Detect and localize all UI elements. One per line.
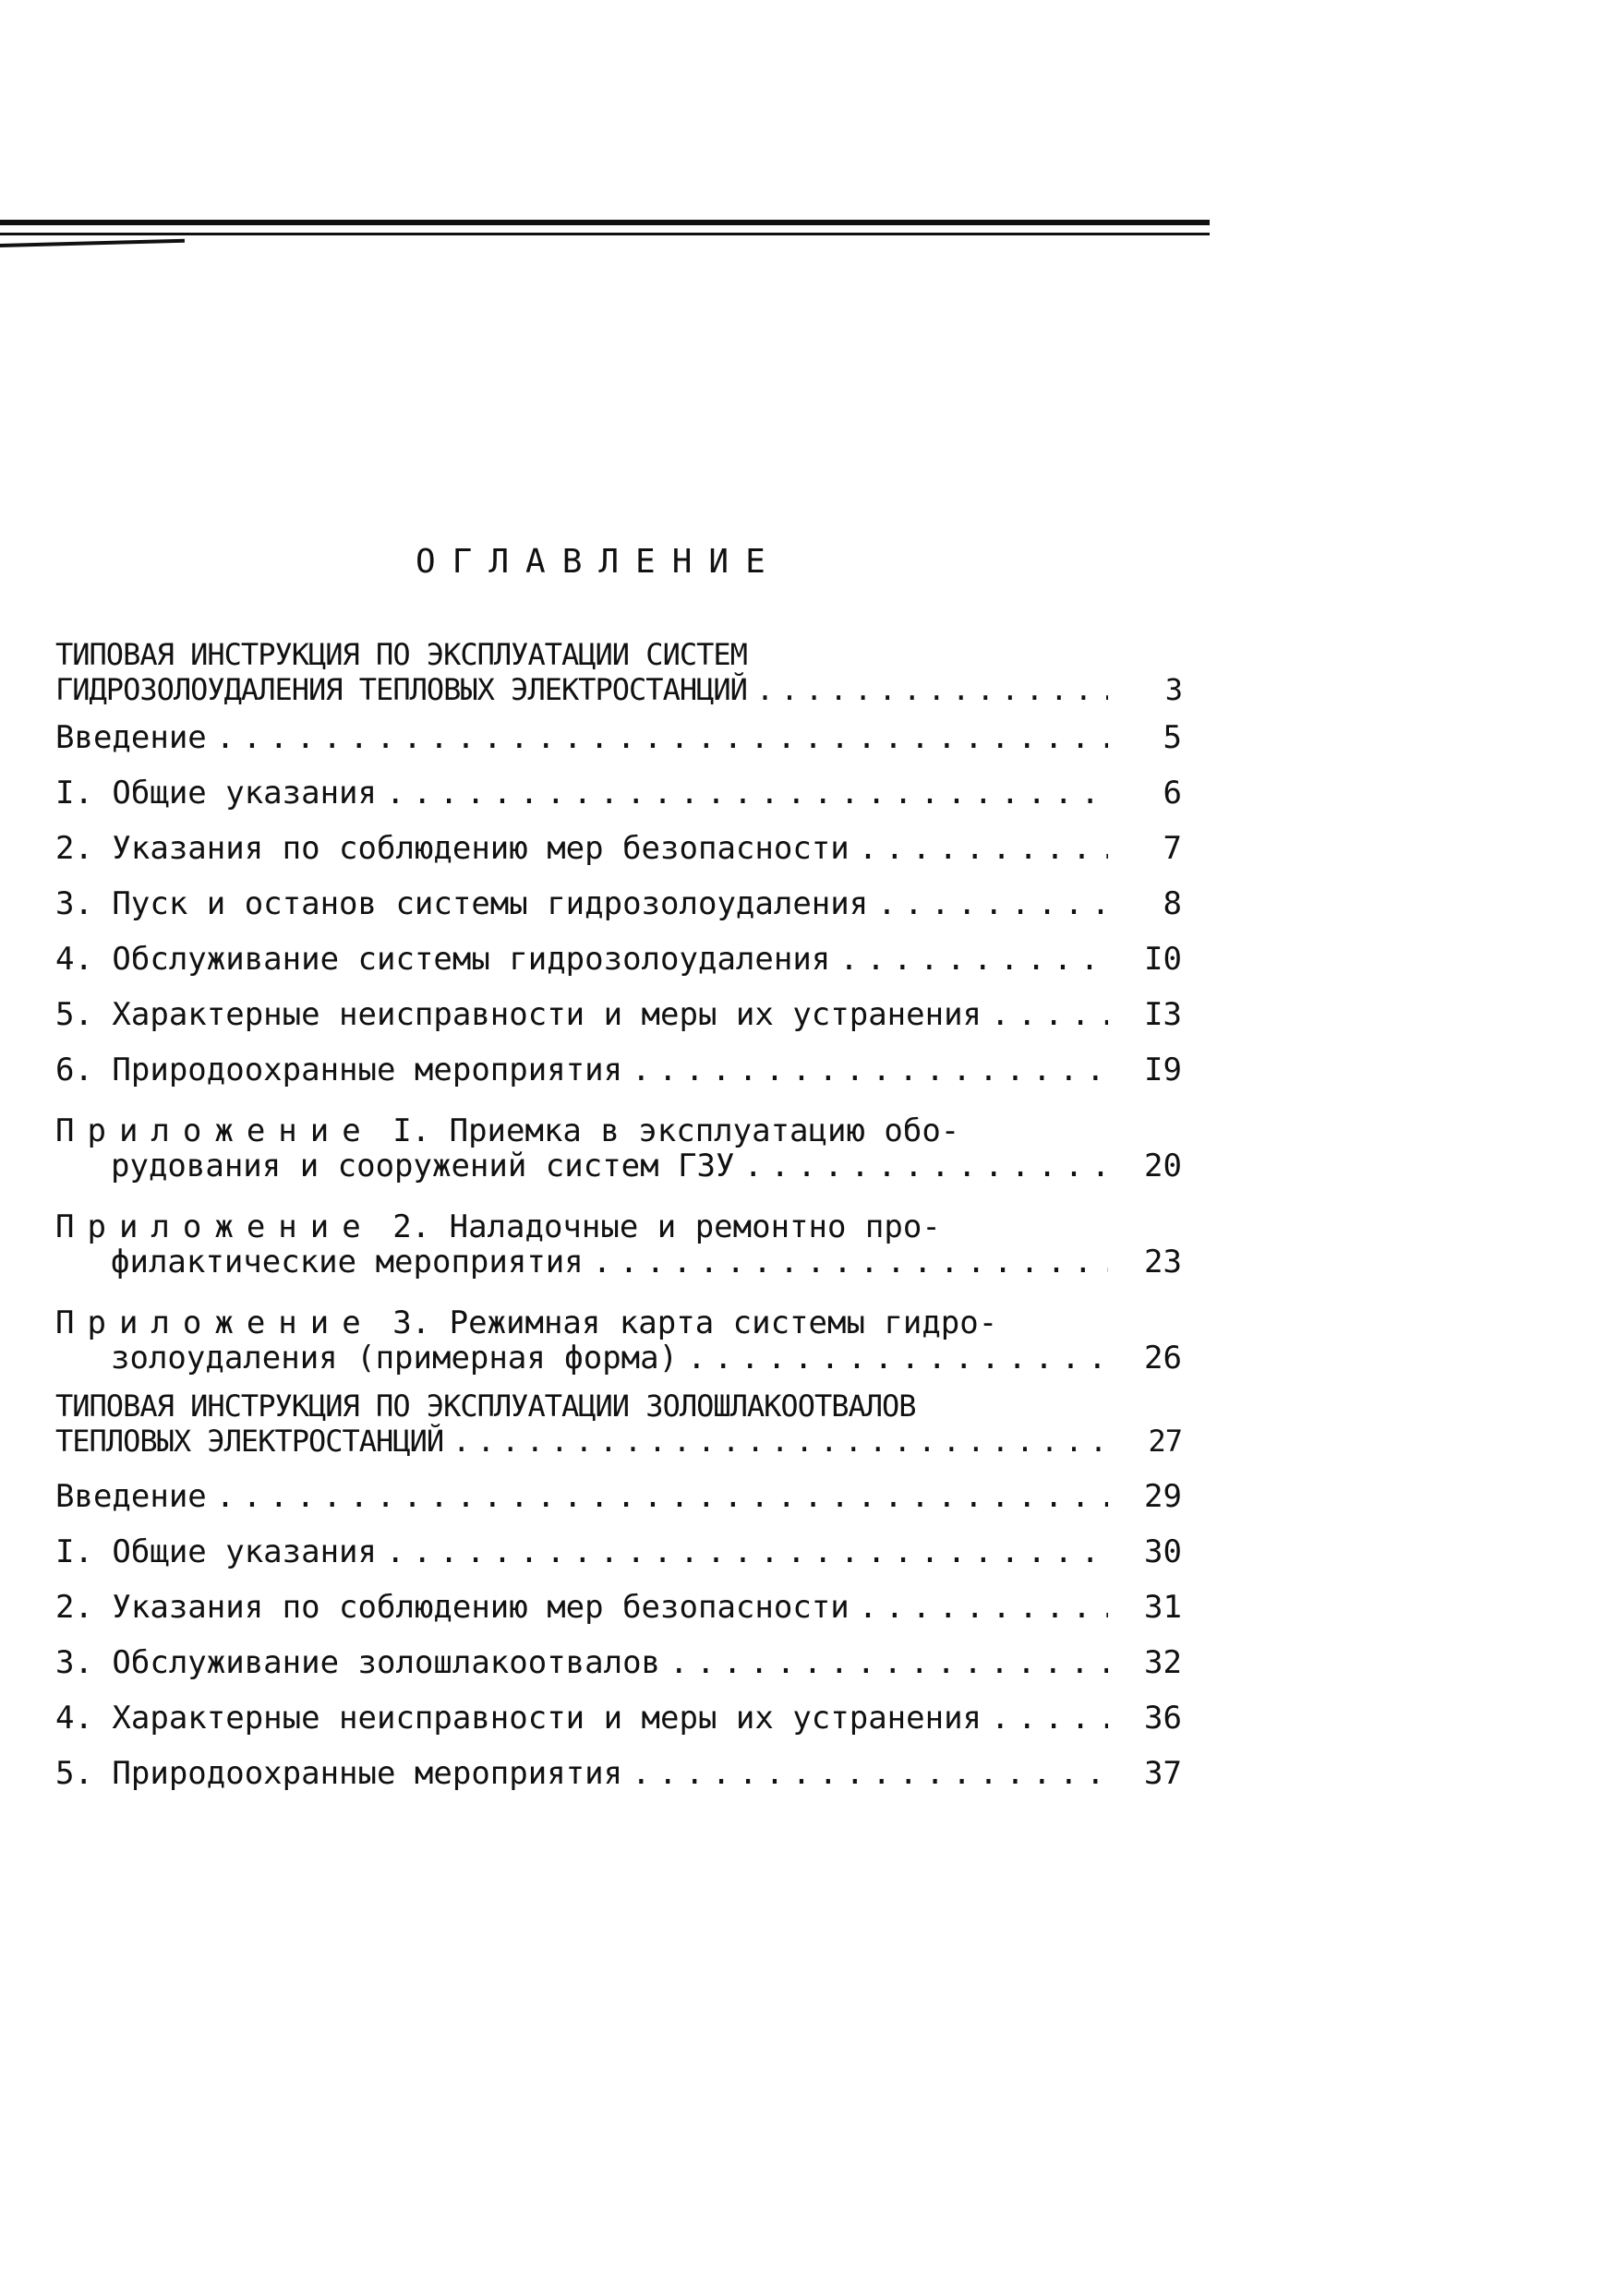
toc-page-number: 27 bbox=[1148, 1424, 1182, 1459]
toc-leader-dots bbox=[687, 1340, 1108, 1376]
toc-entry-title: 2. Указания по соблюдению мер безопасности bbox=[55, 1589, 850, 1626]
toc-entry-title: Введение bbox=[55, 719, 207, 756]
toc-leader-dots bbox=[859, 1590, 1108, 1625]
toc-leader-dots bbox=[216, 720, 1108, 755]
toc-entry-title: 4. Обслуживание системы гидрозолоудаления bbox=[55, 941, 831, 978]
toc-page-number: I3 bbox=[1144, 996, 1182, 1033]
toc-page-number: 26 bbox=[1144, 1340, 1182, 1376]
toc-page-number: 5 bbox=[1163, 719, 1182, 756]
toc-entry-title: 3. Пуск и останов системы гидрозолоудаления bbox=[55, 885, 869, 922]
toc-leader-dots bbox=[593, 1244, 1108, 1280]
toc-entry-title: I. Общие указания bbox=[55, 775, 377, 811]
toc-page-number: I0 bbox=[1144, 941, 1182, 978]
toc-entry[interactable] bbox=[55, 775, 1182, 811]
toc-entry-section-1[interactable] bbox=[55, 637, 1182, 707]
toc-entry-title: 6. Природоохранные мероприятия bbox=[55, 1052, 623, 1088]
toc-entry[interactable] bbox=[55, 997, 1182, 1032]
toc-page-number: 6 bbox=[1163, 775, 1182, 811]
toc-entry-title: 5. Характерные неисправности и меры их устранения bbox=[55, 996, 982, 1033]
toc-entry-appendix-3[interactable] bbox=[55, 1305, 1182, 1376]
toc-leader-dots bbox=[991, 997, 1108, 1032]
header-rule-thick bbox=[0, 220, 1210, 225]
toc-leader-dots bbox=[632, 1052, 1108, 1088]
toc-entry-title: 5. Природоохранные мероприятия bbox=[55, 1755, 623, 1792]
toc-page-number: 31 bbox=[1144, 1589, 1182, 1626]
toc-entry[interactable] bbox=[55, 1701, 1182, 1736]
toc-appendix-label: Приложение bbox=[55, 1112, 374, 1149]
toc-entry-line: ТИПОВАЯ ИНСТРУКЦИЯ ПО ЭКСПЛУАТАЦИИ ЗОЛОШЛАКООТВАЛОВ bbox=[55, 1388, 916, 1424]
toc-page-number: 36 bbox=[1144, 1700, 1182, 1737]
toc-entry[interactable] bbox=[55, 831, 1182, 866]
toc-leader-dots bbox=[756, 672, 1108, 707]
toc-leader-dots bbox=[877, 886, 1108, 921]
toc-entry-line: золоудаления (примерная форма) bbox=[111, 1340, 679, 1376]
header-rule-thin bbox=[0, 233, 1210, 235]
toc-page-number: 32 bbox=[1144, 1644, 1182, 1681]
toc-entry-title: 3. Обслуживание золошлакоотвалов bbox=[55, 1644, 661, 1681]
toc-entry-section-2[interactable] bbox=[55, 1388, 1182, 1459]
toc-entry-line: ГИДРОЗОЛОУДАЛЕНИЯ ТЕПЛОВЫХ ЭЛЕКТРОСТАНЦИЙ bbox=[55, 672, 747, 707]
toc-entry[interactable] bbox=[55, 1590, 1182, 1625]
toc-leader-dots bbox=[386, 775, 1108, 811]
toc-page-number: 29 bbox=[1144, 1478, 1182, 1515]
header-rule-stroke bbox=[0, 239, 185, 247]
toc-entry-appendix-2[interactable] bbox=[55, 1209, 1182, 1280]
toc-entry[interactable] bbox=[55, 720, 1182, 755]
toc-entry[interactable] bbox=[55, 886, 1182, 921]
toc-entry-title: 2. Указания по соблюдению мер безопасности bbox=[55, 830, 850, 867]
toc-entry[interactable] bbox=[55, 1645, 1182, 1680]
toc-entry[interactable] bbox=[55, 942, 1182, 977]
toc-page-number: 8 bbox=[1163, 885, 1182, 922]
toc-entry-line: рудования и сооружений систем ГЗУ bbox=[111, 1148, 735, 1184]
toc-entry-appendix-1[interactable] bbox=[55, 1113, 1182, 1184]
toc-leader-dots bbox=[991, 1701, 1108, 1736]
toc-entry-line: I. Приемка в эксплуатацию обо- bbox=[392, 1112, 960, 1149]
toc-leader-dots bbox=[386, 1534, 1108, 1569]
table-of-contents bbox=[55, 637, 1182, 1791]
toc-heading: ОГЛАВЛЕНИЕ bbox=[416, 543, 782, 581]
toc-entry-title: 4. Характерные неисправности и меры их устранения bbox=[55, 1700, 982, 1737]
toc-leader-dots bbox=[669, 1645, 1108, 1680]
toc-entry[interactable] bbox=[55, 1479, 1182, 1514]
toc-leader-dots bbox=[859, 831, 1108, 866]
toc-leader-dots bbox=[632, 1756, 1108, 1791]
toc-entry[interactable] bbox=[55, 1534, 1182, 1569]
toc-entry-title: I. Общие указания bbox=[55, 1533, 377, 1570]
toc-appendix-label: Приложение bbox=[55, 1208, 374, 1245]
toc-page-number: 7 bbox=[1163, 830, 1182, 867]
toc-page-number: 3 bbox=[1164, 672, 1182, 707]
toc-leader-dots bbox=[452, 1424, 1108, 1459]
toc-entry-line: 3. Режимная карта системы гидро- bbox=[392, 1304, 998, 1341]
toc-appendix-label: Приложение bbox=[55, 1304, 374, 1341]
toc-entry[interactable] bbox=[55, 1756, 1182, 1791]
toc-page-number: 23 bbox=[1144, 1244, 1182, 1280]
toc-entry-line: ТИПОВАЯ ИНСТРУКЦИЯ ПО ЭКСПЛУАТАЦИИ СИСТЕМ bbox=[55, 637, 747, 672]
toc-entry[interactable] bbox=[55, 1052, 1182, 1088]
toc-leader-dots bbox=[216, 1479, 1108, 1514]
toc-page-number: 30 bbox=[1144, 1533, 1182, 1570]
toc-leader-dots bbox=[839, 942, 1108, 977]
toc-entry-line: ТЕПЛОВЫХ ЭЛЕКТРОСТАНЦИЙ bbox=[55, 1424, 444, 1459]
toc-page-number: I9 bbox=[1144, 1052, 1182, 1088]
toc-entry-line: 2. Наладочные и ремонтно про- bbox=[392, 1208, 941, 1245]
toc-entry-title: Введение bbox=[55, 1478, 207, 1515]
toc-leader-dots bbox=[744, 1148, 1108, 1184]
toc-entry-line: филактические мероприятия bbox=[111, 1244, 584, 1280]
toc-page-number: 37 bbox=[1144, 1755, 1182, 1792]
toc-page-number: 20 bbox=[1144, 1148, 1182, 1184]
